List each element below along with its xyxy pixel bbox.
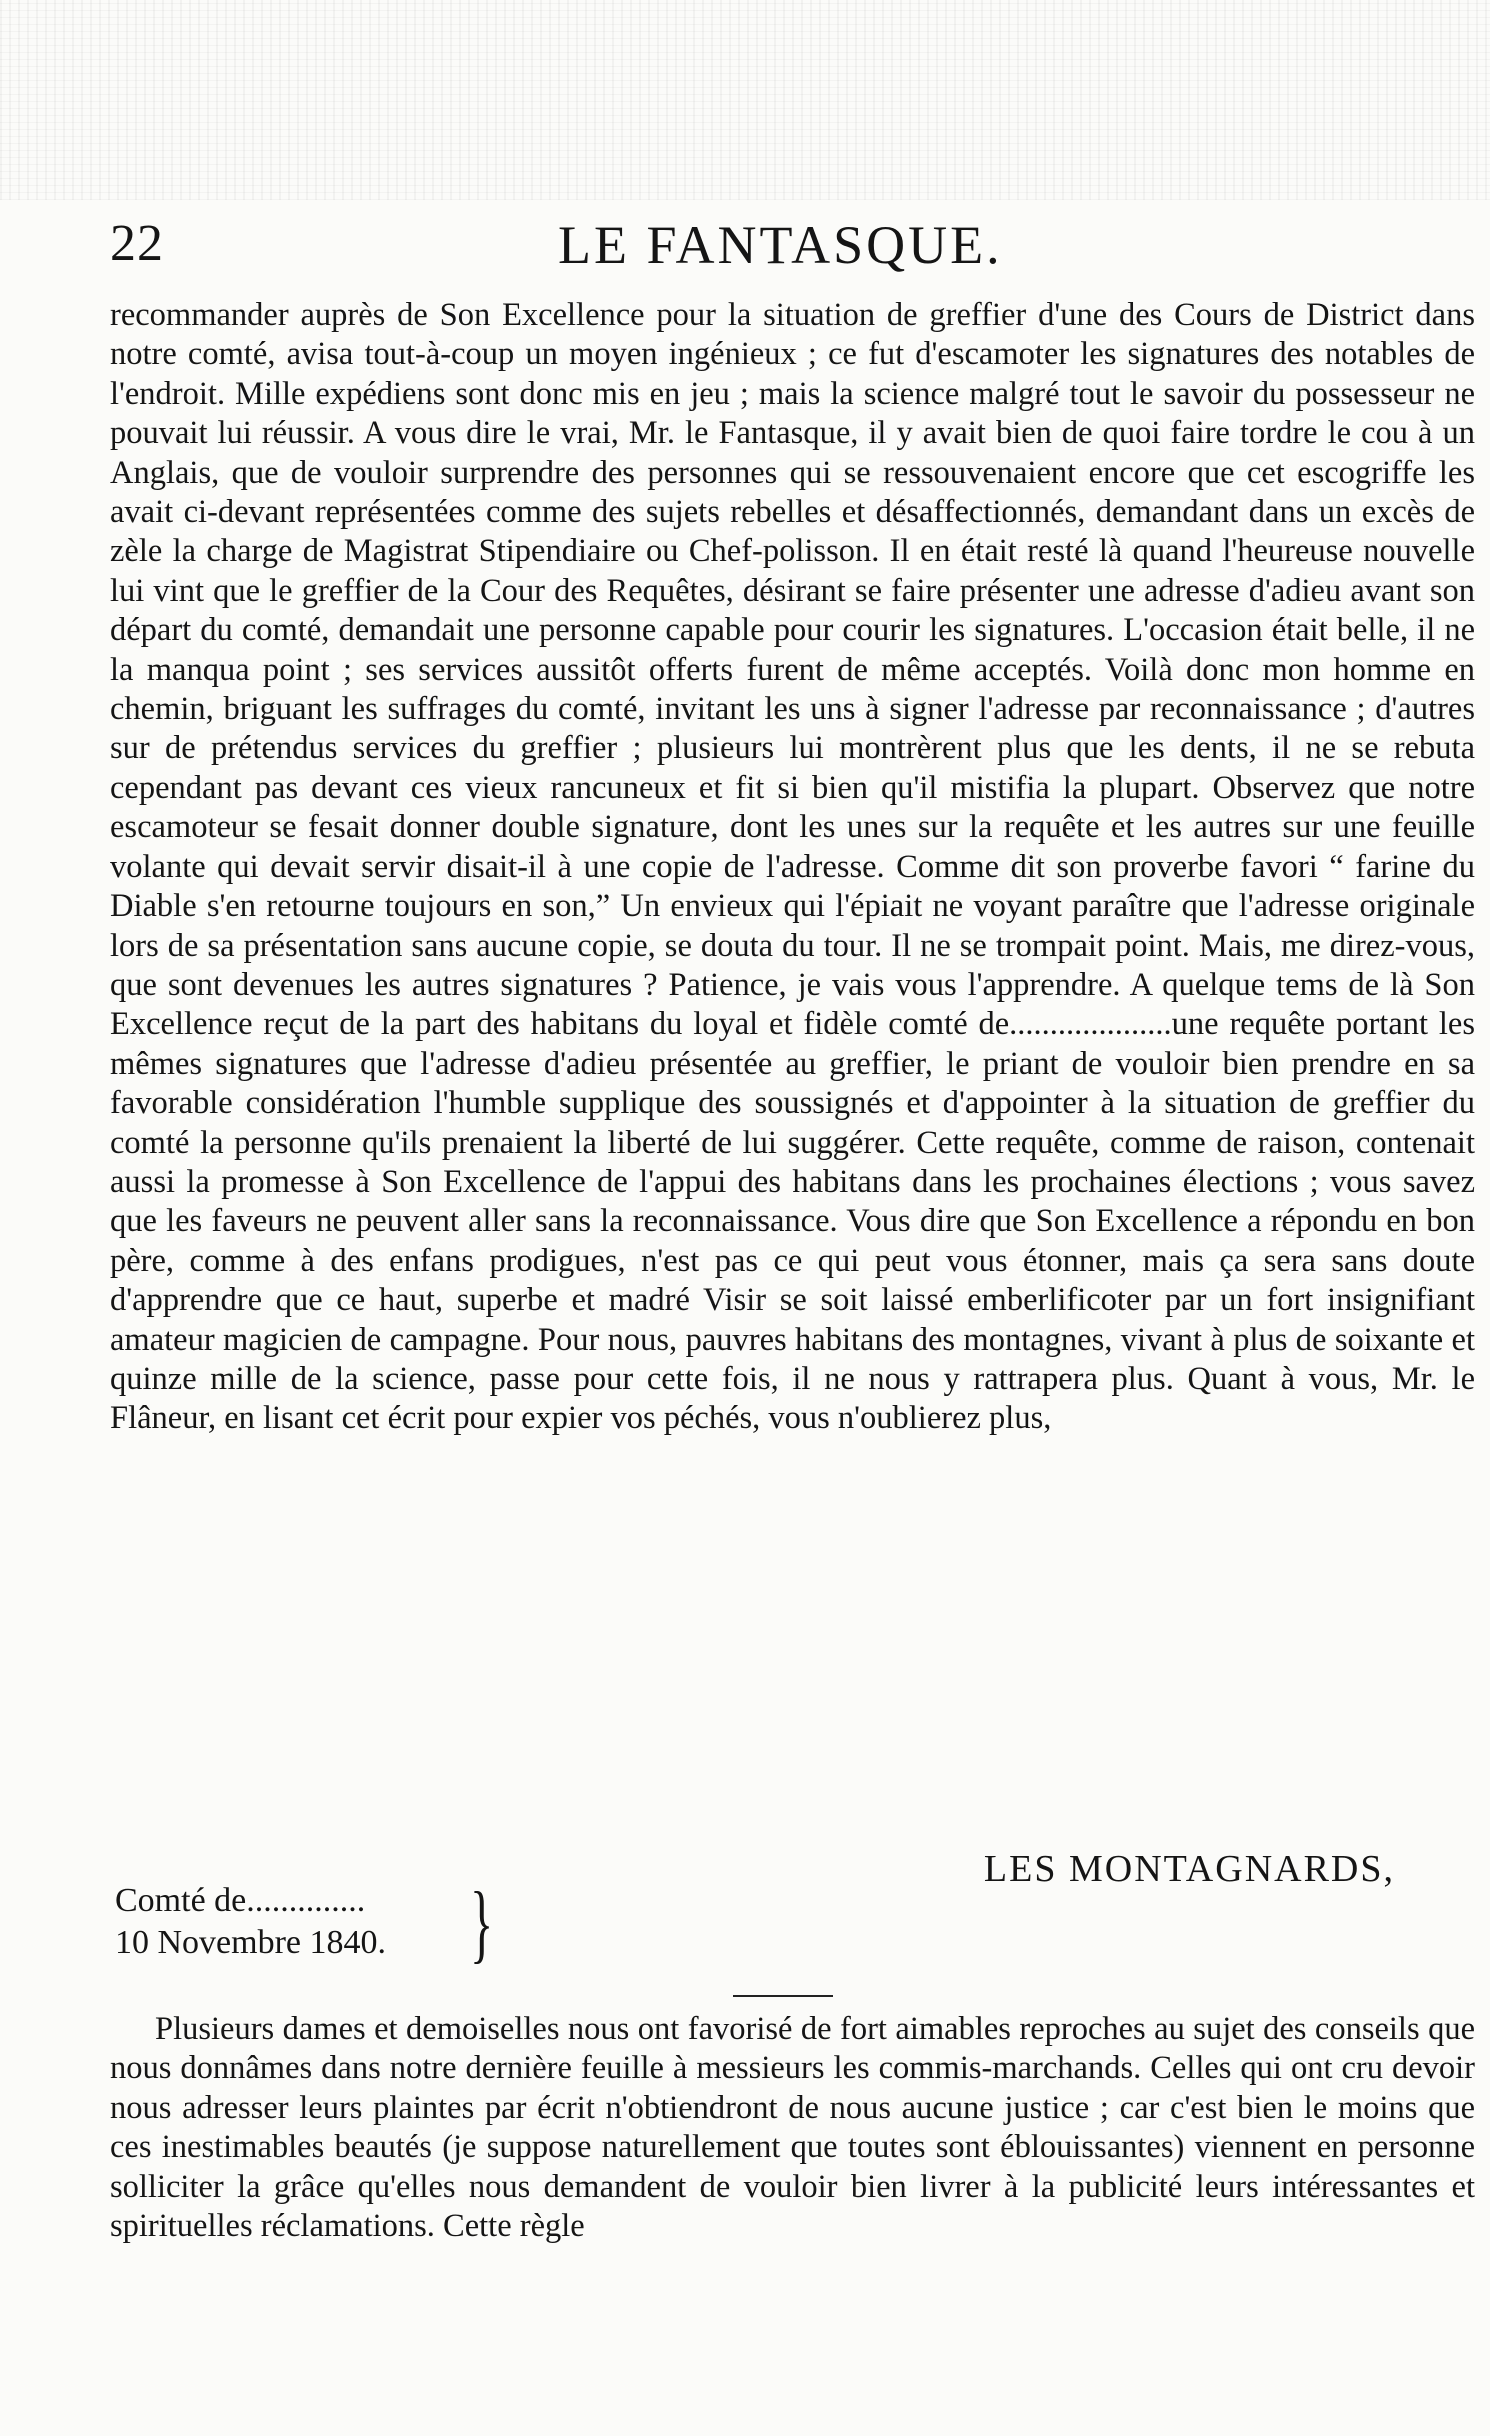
dateline-brace: } — [470, 1875, 494, 1972]
second-article-body: Plusieurs dames et demoiselles nous ont favorisé de fort aimables reproches au sujet des conseils que nous donnâmes dans notre dernière feuille à messieurs les commis-marchands. Celles qui ont cru devoir nous adresser leurs plaintes par écrit n'obtiendront de nous aucune justice ; car c'est bien le moins que ces inestimables beautés (je suppose naturellement que toutes sont éblouissantes) viennent en personne solliciter la grâce qu'elles nous demandent de vouloir bien livrer à la publicité leurs intéressantes et spirituelles réclamations. Cette règle — [110, 2011, 1475, 2245]
section-divider — [733, 1995, 833, 1997]
dateline-date: 10 Novembre 1840. — [115, 1924, 387, 1961]
page-header — [110, 208, 1450, 278]
page-number: 22 — [110, 215, 164, 272]
article-signature: LES MONTAGNARDS, — [983, 1848, 1395, 1890]
running-title: LE FANTASQUE. — [558, 215, 1003, 275]
article-body — [110, 296, 1475, 1439]
dateline-place: Comté de.............. — [115, 1882, 366, 1919]
article-paragraph: recommander auprès de Son Excellence pour la situation de greffier d'une des Cours de District dans notre comté, avisa tout-à-coup un moyen ingénieux ; ce fut d'escamoter les signatures des notables de l'endroit. Mille expédiens sont donc mis en jeu ; mais la science malgré tout le savoir du possesseur ne pouvait lui réussir. A vous dire le vrai, Mr. le Fantasque, il y avait bien de quoi faire tordre le cou à un Anglais, que de vouloir surprendre des personnes qui se ressouvenaient encore que cet escogriffe les avait ci-devant représentées comme des sujets rebelles et désaffectionnés, demandant dans un excès de zèle la charge de Magistrat Stipendiaire ou Chef-polisson. Il en était resté là quand l'heureuse nouvelle lui vint que le greffier de la Cour des Requêtes, désirant se faire présenter une adresse d'adieu avant son départ du comté, demandait une personne capable pour courir les signatures. L'occasion était belle, il ne la manqua point ; ses services aussitôt offerts furent de même acceptés. Voilà donc mon homme en chemin, briguant les suffrages du comté, invitant les uns à signer l'adresse par reconnaissance ; d'autres sur de prétendus services du greffier ; plusieurs lui montrèrent plus que les dents, il ne se rebuta cependant pas devant ces vieux rancuneux et fit si bien qu'il mistifia la plupart. Observez que notre escamoteur se fesait donner double signature, dont les unes sur la requête et les autres sur une feuille volante qui devait servir disait-il à une copie de l'adresse. Comme dit son proverbe favori “ farine du Diable s'en retourne toujours en son,” Un envieux qui l'épiait ne voyant paraître que l'adresse originale lors de sa présentation sans aucune copie, se douta du tour. Il ne se trompait point. Mais, me direz-vous, que sont devenues les autres signatures ? Patience, je vais vous l'apprendre. A quelque tems de là Son Excellence reçut de la part des habitans du loyal et fidèle comté de....................une requête portant les mêmes signatures que l'adresse d'adieu présentée au greffier, le priant de vouloir bien prendre en sa favorable considération l'humble supplique des soussignés et d'appointer à la situation de greffier du comté la personne qu'ils prenaient la liberté de lui suggérer. Cette requête, comme de raison, contenait aussi la promesse à Son Excellence de l'appui des habitans dans les prochaines élections ; vous savez que les faveurs ne peuvent aller sans la reconnaissance. Vous dire que Son Excellence a répondu en bon père, comme à des enfans prodigues, n'est pas ce qui peut vous étonner, mais ça sera sans doute d'apprendre que ce haut, superbe et madré Visir se soit laissé emberlificoter par un fort insignifiant amateur magicien de campagne. Pour nous, pauvres habitans des montagnes, vivant à plus de soixante et quinze mille de la science, passe pour cette fois, il ne nous y rattrapera plus. Quant à vous, Mr. le Flâneur, en lisant cet écrit pour expier vos péchés, vous n'oublierez plus, — [110, 297, 1475, 1437]
dateline — [115, 1880, 386, 1964]
